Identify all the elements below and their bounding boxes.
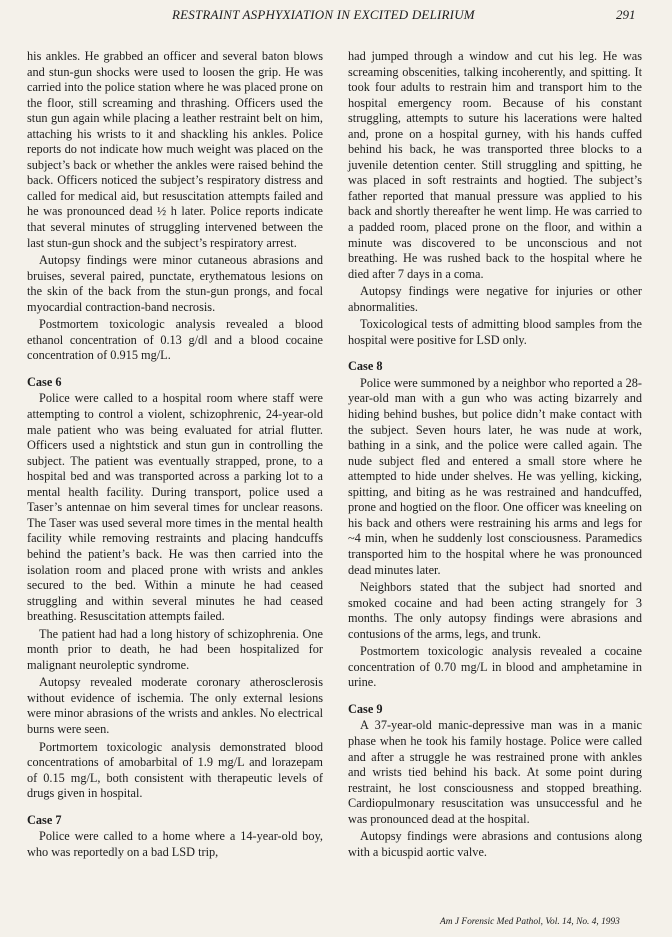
- paragraph: his ankles. He grabbed an officer and several baton blows and stun-gun shocks were used to loosen the grip. He was carried into the police station where he was placed prone on the floor, still screaming and thrashing. Officers used the stun gun again while placing a leather restraint belt on him, attaching his wrists to it and shackling his ankles. Police reports do not indicate how much weight was placed on the subject’s back or whether the ankles were raised behind the back. Officers noticed the subject’s respiratory distress and called for medical aid, but resuscitation attempts failed and he was pronounced dead ½ h later. Police reports indicate that several minutes of struggling intervened between the last stun-gun shock and the subject’s respiratory arrest.: [27, 49, 323, 250]
- journal-citation: Am J Forensic Med Pathol, Vol. 14, No. 4, 1993: [440, 917, 620, 927]
- left-column: [27, 49, 323, 862]
- paragraph: Postmortem toxicologic analysis revealed a blood ethanol concentration of 0.13 g/dl and a blood cocaine concentration of 0.915 mg/L.: [27, 317, 323, 363]
- running-title: RESTRAINT ASPHYXIATION IN EXCITED DELIRIUM: [172, 7, 475, 22]
- case-heading: Case 9: [348, 701, 383, 716]
- case-heading: Case 8: [348, 359, 383, 374]
- page-number: 291: [616, 7, 636, 22]
- paragraph: Police were called to a home where a 14-year-old boy, who was reportedly on a bad LSD trip,: [27, 829, 323, 859]
- paragraph: Portmortem toxicologic analysis demonstrated blood concentrations of amobarbital of 1.9 mg/L and lorazepam of 0.15 mg/L, both consistent with therapeutic levels of drugs given in hospital.: [27, 739, 323, 801]
- paragraph: had jumped through a window and cut his leg. He was screaming obscenities, talking incoherently, and spitting. It took four adults to restrain him and transport him to the hospital emergency room. Because of his constant struggling, attempts to suture his lacerations were halted and, prone on a hospital gurney, with his hands cuffed behind his back, he was transported three blocks to a juvenile detention center. Still struggling and spitting, he was placed in soft restraints and hogtied. The subject’s father reported that manual pressure was applied to his back and shortly thereafter he went limp. He was carried to a padded room, placed prone on the floor, and within a minute was discovered to be unconscious and not breathing. He was rushed back to the hospital where he died after 7 days in a coma.: [348, 49, 642, 281]
- paragraph: A 37-year-old manic-depressive man was in a manic phase when he took his family hostage. Police were called and after a struggle he was restrained prone with ankles and wrists tied behind his back. At some point during restraint, he lost consciousness and stopped breathing. Cardiopulmonary resuscitation was unsuccessful and he was pronounced dead at the hospital.: [348, 718, 642, 826]
- case-heading: Case 6: [27, 374, 62, 389]
- paragraph: Neighbors stated that the subject had snorted and smoked cocaine and had been acting strangely for 3 months. The only autopsy findings were abrasions and contusions of the arms, legs, and trunk.: [348, 580, 642, 641]
- paragraph: Autopsy findings were minor cutaneous abrasions and bruises, several paired, punctate, erythematous lesions on the skin of the back from the stun-gun prongs, and focal myocardial contraction-band necrosis.: [27, 253, 323, 314]
- paragraph: Police were called to a hospital room where staff were attempting to control a violent, schizophrenic, 24-year-old male patient who was being evaluated for atrial flutter. Officers used a nightstick and stun gun in controlling the subject. The patient was eventually strapped, prone, to a hospital bed and was transported across a parking lot to a mental health facility. During transport, police used a Taser’s antennae on him several times for unclear reasons. The Taser was used several more times in the mental health facility while removing restraints and placing handcuffs behind the patient’s back. He was then carried into the isolation room and placed prone with wrists and ankles secured to the bed. Within a minute he had ceased struggling and within several minutes he had ceased breathing. Resuscitation attempts failed.: [27, 391, 323, 624]
- case-heading: Case 7: [27, 812, 62, 827]
- paragraph: The patient had had a long history of schizophrenia. One month prior to death, he had been hospitalized for malignant neuroleptic syndrome.: [27, 626, 323, 672]
- running-head: [0, 7, 672, 25]
- paragraph: Postmortem toxicologic analysis revealed a cocaine concentration of 0.70 mg/L in blood and amphetamine in urine.: [348, 644, 642, 690]
- paragraph: Autopsy findings were negative for injuries or other abnormalities.: [348, 284, 642, 314]
- right-column: [348, 49, 642, 862]
- paragraph: Autopsy findings were abrasions and contusions along with a bicuspid aortic valve.: [348, 829, 642, 859]
- paragraph: Autopsy revealed moderate coronary atherosclerosis without evidence of ischemia. The only external lesions were minor abrasions of the wrists and ankles. No electrical burns were seen.: [27, 675, 323, 736]
- paragraph: Police were summoned by a neighbor who reported a 28-year-old man with a gun who was acting bizarrely and hiding behind bushes, but police didn’t make contact with the subject. Seven hours later, he was nude at work, bathing in a sink, and the police were called again. The nude subject fled and entered a small store where he attempted to hide under shelves. He was yelling, kicking, spitting, and biting as he was restrained and handcuffed, prone and hogtied on the floor. One officer was kneeling on his back and others were restraining his arms and legs for ~4 min, when he suddenly lost consciousness. Paramedics transported him to the hospital where he was pronounced dead minutes later.: [348, 375, 642, 577]
- paragraph: Toxicological tests of admitting blood samples from the hospital were positive for LSD only.: [348, 317, 642, 347]
